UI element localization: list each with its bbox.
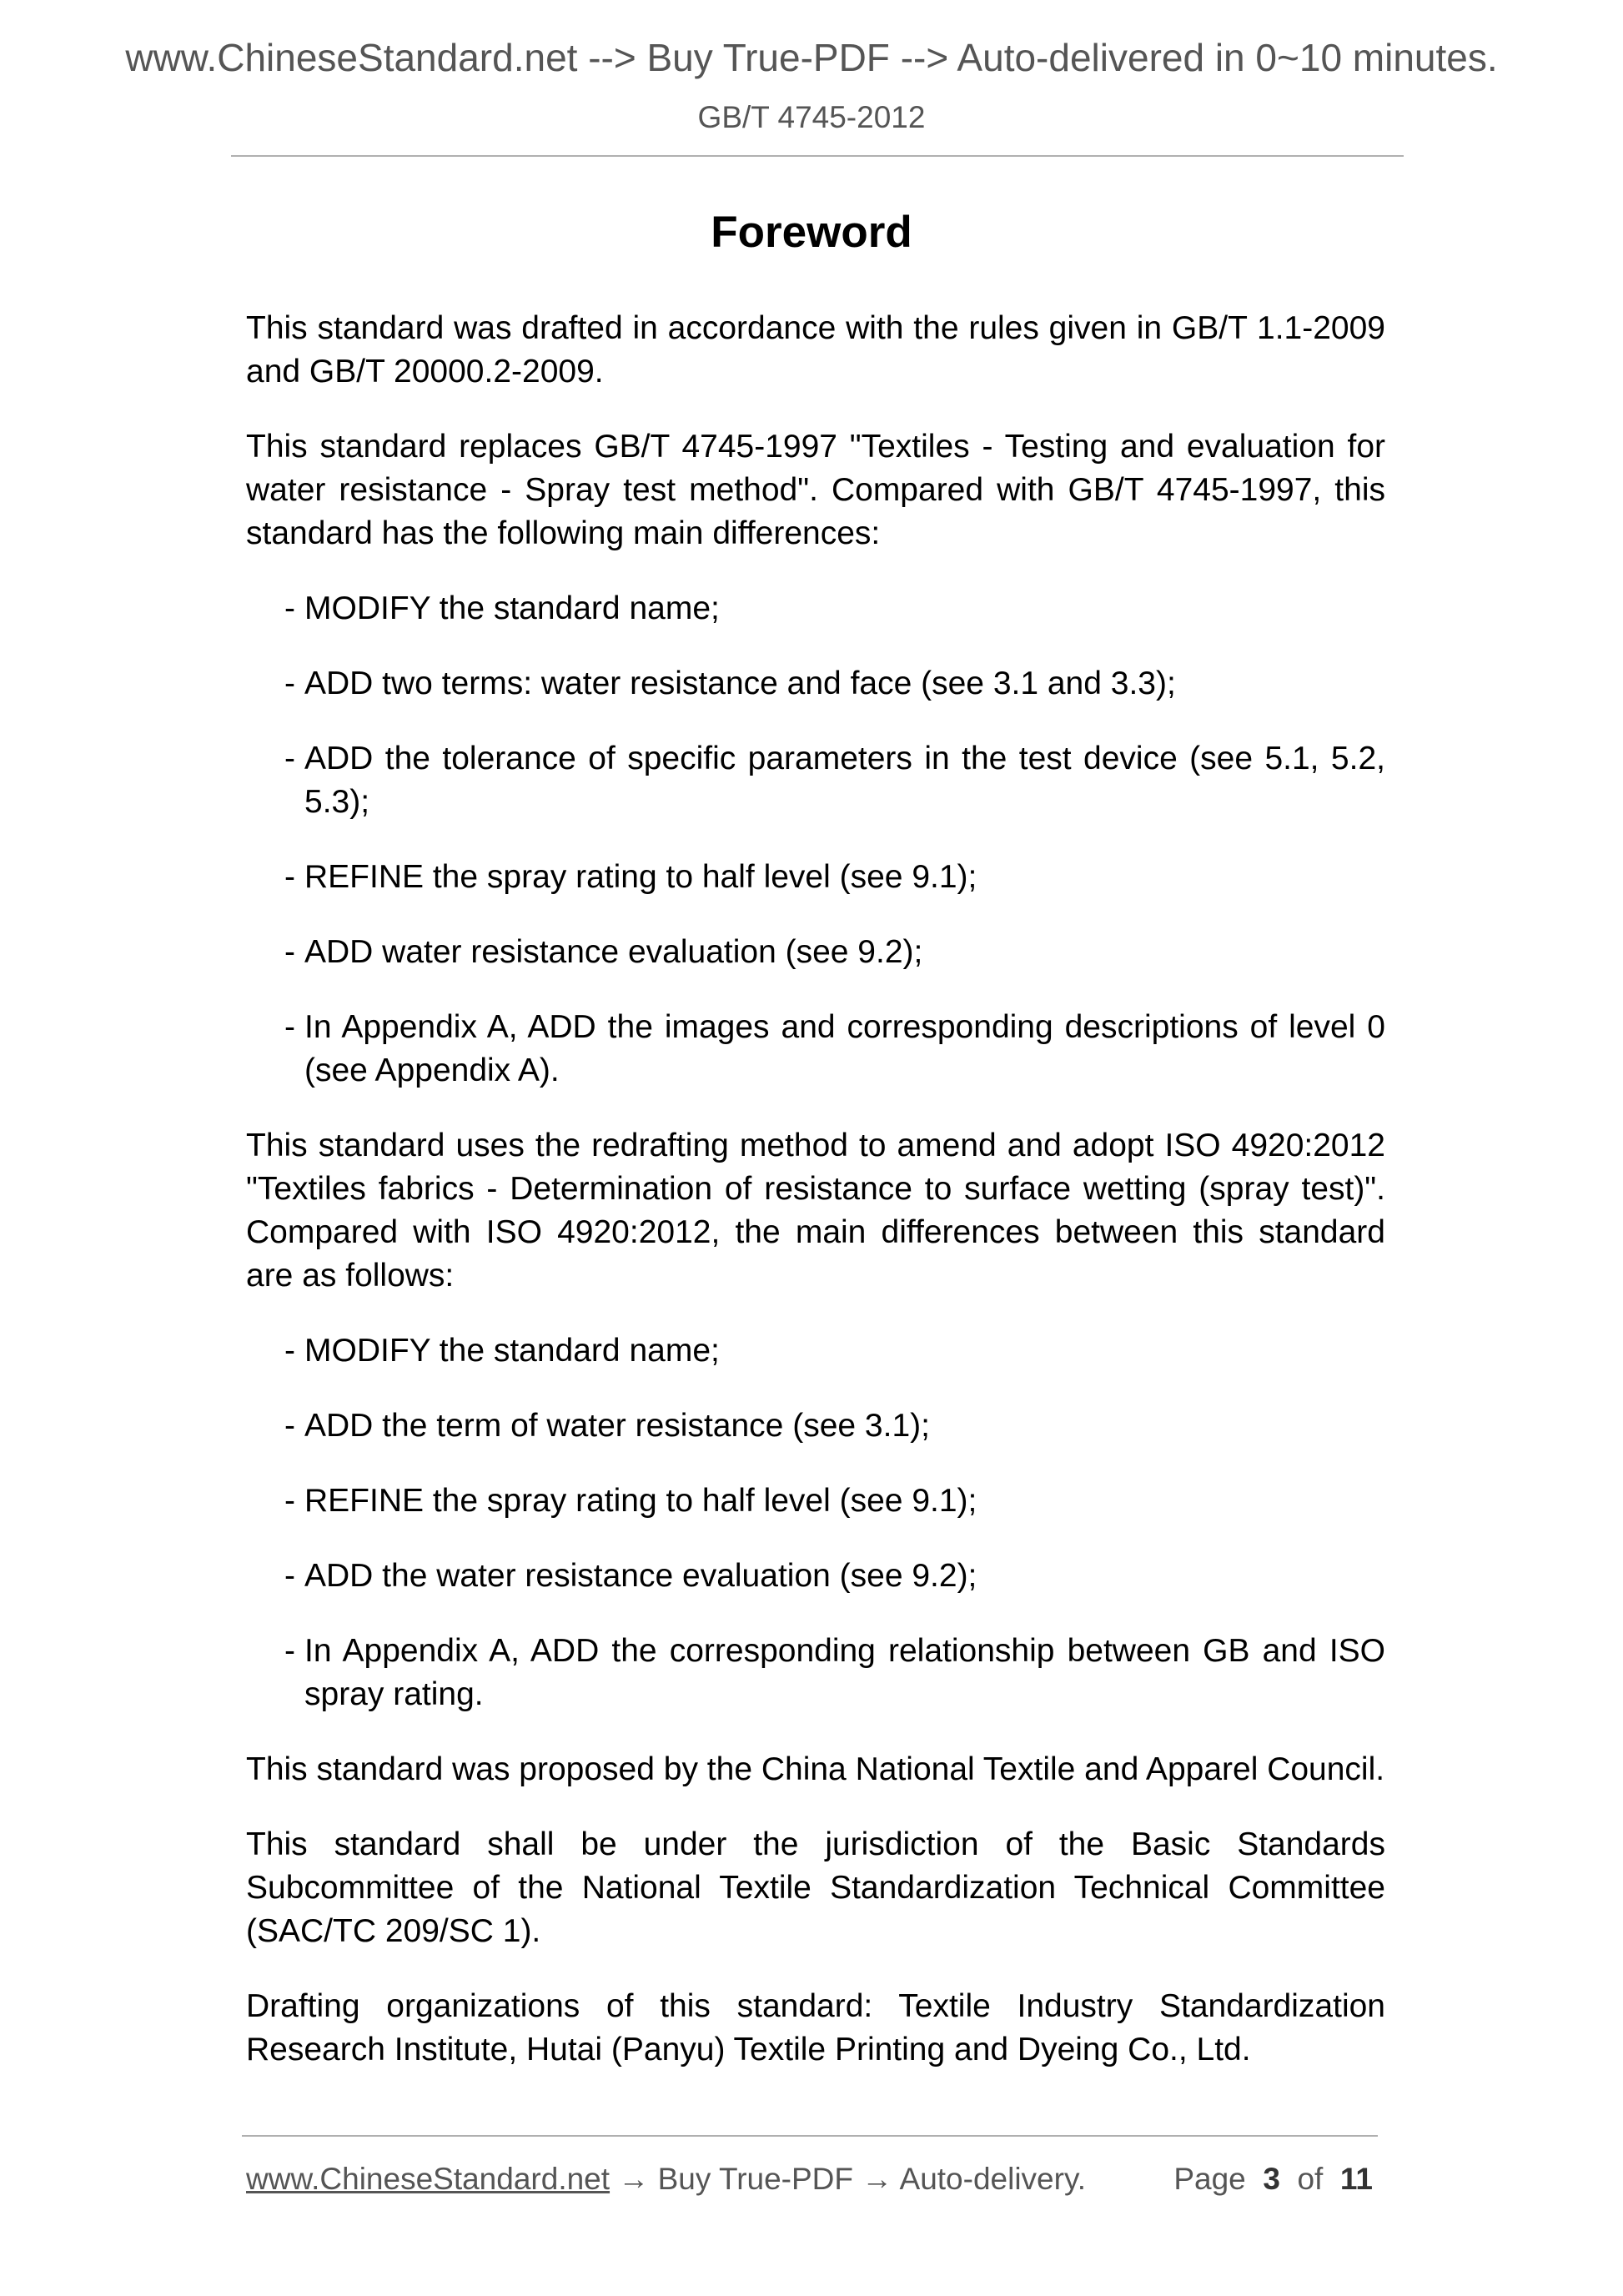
dash-marker: - — [284, 741, 295, 776]
list-item-text: REFINE the spray rating to half level (see 9.1); — [304, 859, 977, 895]
list-item — [284, 1329, 1385, 1373]
list-item — [284, 1006, 1385, 1093]
list-item-text: ADD the water resistance evaluation (see 9.2); — [304, 1558, 977, 1594]
list-item-text: MODIFY the standard name; — [304, 1333, 720, 1369]
dash-marker: - — [284, 1633, 295, 1669]
page-number: 3 — [1263, 2162, 1280, 2196]
list-item — [284, 1404, 1385, 1448]
document-body — [246, 307, 1385, 2103]
footer-tagline: → Buy True-PDF → Auto-delivery. — [610, 2162, 1086, 2196]
page-indicator — [1173, 2162, 1373, 2197]
list-item-text: ADD water resistance evaluation (see 9.2); — [304, 934, 923, 970]
dash-marker: - — [284, 666, 295, 701]
list-item — [284, 1480, 1385, 1523]
page-word: Page — [1173, 2162, 1246, 2196]
footer-divider — [242, 2135, 1378, 2137]
list-item-text: MODIFY the standard name; — [304, 590, 720, 626]
dash-marker: - — [284, 1408, 295, 1444]
paragraph-proposed-by: This standard was proposed by the China National Textile and Apparel Council. — [246, 1751, 1385, 1787]
dash-marker: - — [284, 1009, 295, 1045]
dash-marker: - — [284, 590, 295, 626]
list-item-text: ADD the tolerance of specific parameters in the test device (see 5.1, 5.2, 5.3); — [304, 741, 1385, 820]
paragraph-drafting-rules: This standard was drafted in accordance with the rules given in GB/T 1.1-2009 and GB/T 20000.2-2009. — [246, 310, 1385, 389]
dash-marker: - — [284, 934, 295, 970]
total-pages: 11 — [1339, 2162, 1373, 2196]
list-item — [284, 856, 1385, 899]
dash-marker: - — [284, 1558, 295, 1594]
of-word: of — [1297, 2162, 1324, 2196]
dash-marker: - — [284, 1483, 295, 1519]
dash-marker: - — [284, 859, 295, 895]
dash-marker: - — [284, 1333, 295, 1369]
footer-site-link[interactable]: www.ChineseStandard.net — [246, 2162, 611, 2196]
list-item — [284, 1630, 1385, 1716]
paragraph-jurisdiction: This standard shall be under the jurisdiction of the Basic Standards Subcommittee of the National Textile Standardization Technical Committee (SAC/TC 209/SC 1). — [246, 1826, 1385, 1949]
list-item-text: ADD two terms: water resistance and face (see 3.1 and 3.3); — [304, 666, 1176, 701]
header-banner: www.ChineseStandard.net --> Buy True-PDF --> Auto-delivered in 0~10 minutes. — [125, 36, 1498, 79]
standard-code: GB/T 4745-2012 — [697, 100, 926, 134]
list-item — [284, 587, 1385, 631]
paragraph-replaces: This standard replaces GB/T 4745-1997 "Textiles - Testing and evaluation for water resistance - Spray test method". Compared with GB/T 4745-1997, this standard has the following main differences: — [246, 429, 1385, 551]
footer-promo — [246, 2162, 1086, 2197]
list-item — [284, 662, 1385, 706]
list-item-text: REFINE the spray rating to half level (see 9.1); — [304, 1483, 977, 1519]
list-item-text: ADD the term of water resistance (see 3.1); — [304, 1408, 930, 1444]
paragraph-iso-adoption: This standard uses the redrafting method to amend and adopt ISO 4920:2012 "Textiles fabrics - Determination of resistance to surface wetting (spray test)". Compared with ISO 4920:2012, the main differences between this standard are as follows: — [246, 1128, 1385, 1294]
list-item-text: In Appendix A, ADD the images and corresponding descriptions of level 0 (see Appendix A). — [304, 1009, 1385, 1088]
page-title: Foreword — [711, 208, 912, 257]
list-item — [284, 737, 1385, 824]
list-item — [284, 931, 1385, 974]
paragraph-drafting-organizations: Drafting organizations of this standard: Textile Industry Standardization Research Institute, Hutai (Panyu) Textile Printing and Dyeing Co., Ltd. — [246, 1988, 1385, 2067]
header-divider — [231, 155, 1404, 157]
list-item-text: In Appendix A, ADD the corresponding relationship between GB and ISO spray rating. — [304, 1633, 1385, 1712]
list-item — [284, 1555, 1385, 1598]
